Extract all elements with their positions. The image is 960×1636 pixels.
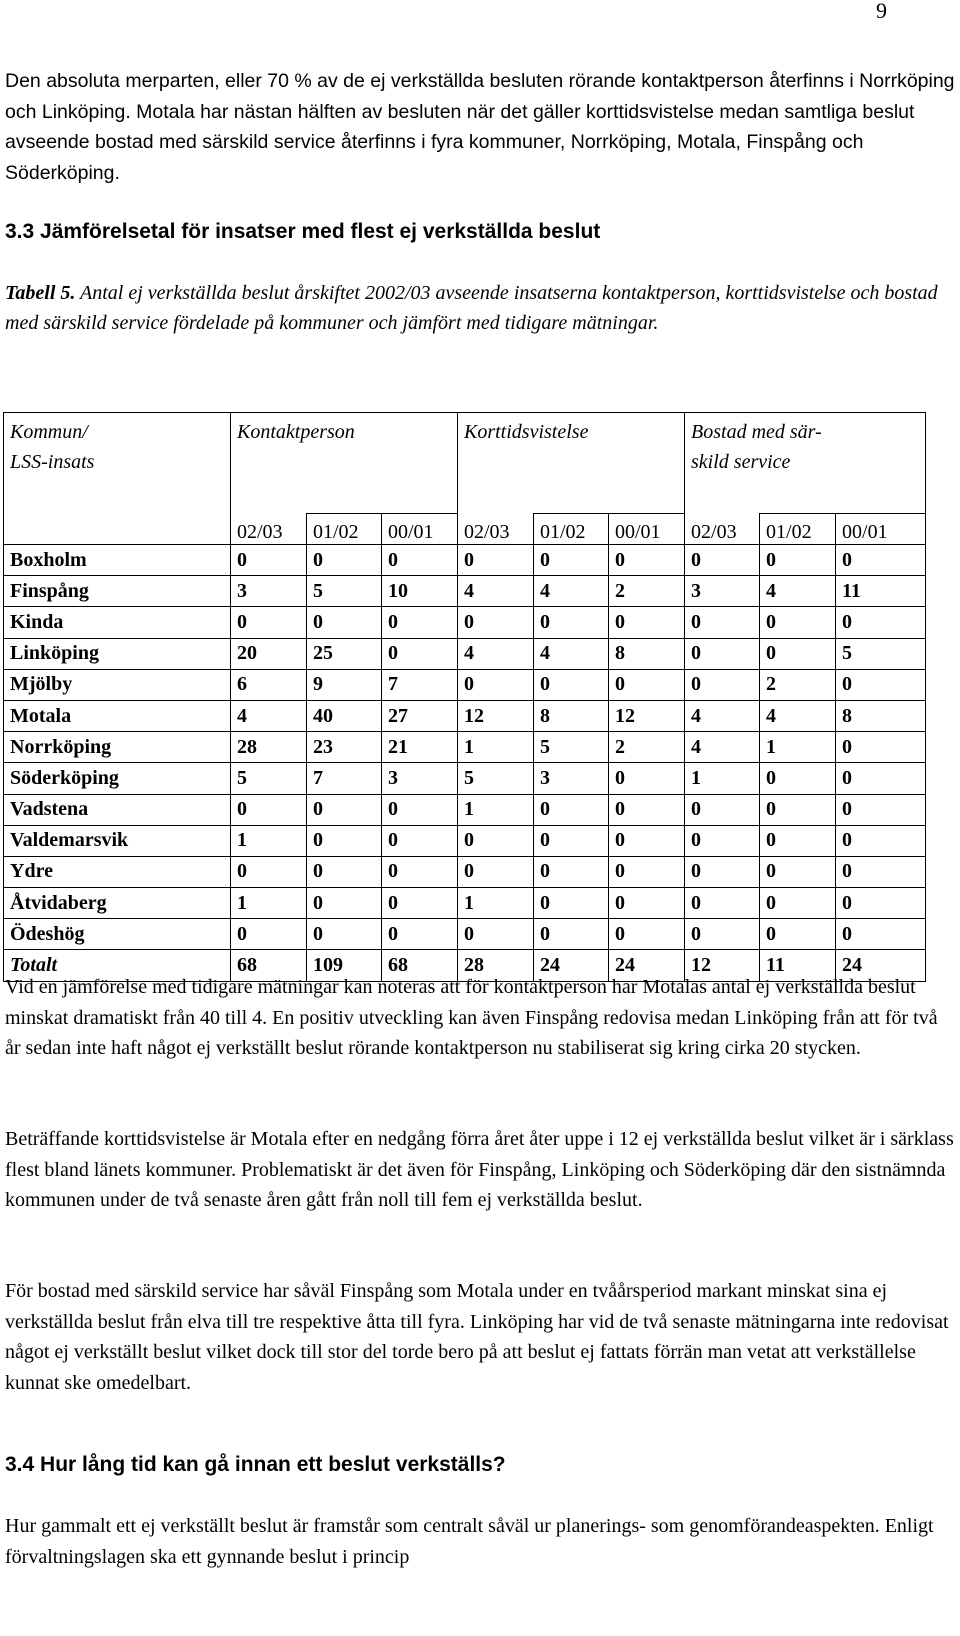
value-cell: 28 [458, 950, 534, 981]
section-heading-3-4: 3.4 Hur lång tid kan gå innan ett beslut verkställs? [5, 1453, 506, 1476]
value-cell: 10 [382, 576, 458, 607]
value-cell: 0 [307, 545, 382, 576]
value-cell: 0 [836, 794, 926, 825]
value-cell: 5 [458, 763, 534, 794]
kommun-name-cell: Boxholm [4, 545, 231, 576]
value-cell: 0 [609, 856, 685, 887]
kommun-name-cell: Motala [4, 700, 231, 731]
value-cell: 0 [685, 919, 760, 950]
group-header-kontaktperson: Kontaktperson [231, 413, 458, 514]
value-cell: 1 [685, 763, 760, 794]
value-cell: 1 [458, 794, 534, 825]
value-cell: 0 [458, 856, 534, 887]
value-cell: 8 [836, 700, 926, 731]
corner-header-line1: Kommun/ [10, 421, 88, 443]
table-row [4, 763, 926, 794]
value-cell: 0 [609, 888, 685, 919]
year-header-cell: 00/01 [382, 514, 458, 545]
value-cell: 27 [382, 700, 458, 731]
value-cell: 0 [685, 794, 760, 825]
value-cell: 8 [609, 638, 685, 669]
value-cell: 0 [458, 825, 534, 856]
value-cell: 0 [760, 825, 836, 856]
value-cell: 0 [231, 794, 307, 825]
value-cell: 25 [307, 638, 382, 669]
value-cell: 0 [760, 763, 836, 794]
value-cell: 0 [836, 919, 926, 950]
table-row [4, 856, 926, 887]
table-row [4, 794, 926, 825]
value-cell: 0 [609, 919, 685, 950]
value-cell: 0 [760, 607, 836, 638]
value-cell: 0 [760, 919, 836, 950]
table-row [4, 638, 926, 669]
value-cell: 4 [458, 576, 534, 607]
value-cell: 0 [382, 825, 458, 856]
value-cell: 0 [382, 888, 458, 919]
value-cell: 0 [534, 607, 609, 638]
value-cell: 1 [458, 732, 534, 763]
value-cell: 12 [609, 700, 685, 731]
value-cell: 0 [685, 669, 760, 700]
kommun-name-cell: Kinda [4, 607, 231, 638]
table-caption-label: Tabell 5. [5, 282, 76, 304]
value-cell: 11 [836, 576, 926, 607]
value-cell: 68 [231, 950, 307, 981]
year-header-cell: 01/02 [307, 514, 382, 545]
value-cell: 0 [685, 638, 760, 669]
value-cell: 28 [231, 732, 307, 763]
value-cell: 20 [231, 638, 307, 669]
table-row [4, 576, 926, 607]
value-cell: 0 [534, 669, 609, 700]
kommun-name-cell: Ödeshög [4, 919, 231, 950]
value-cell: 2 [609, 576, 685, 607]
kommun-name-cell: Linköping [4, 638, 231, 669]
value-cell: 3 [382, 763, 458, 794]
value-cell: 0 [307, 794, 382, 825]
paragraph-korttidsvistelse: Beträffande korttidsvistelse är Motala efter en nedgång förra året åter uppe i 12 ej verkställda beslut vilket är i särklass flest bland länets kommuner. Problematiskt är det även för Finspång, Linköping och Söderköping där den sistnämnda kommunen under de två senaste åren gått från noll till fem ej verkställda beslut. [5, 1128, 954, 1211]
value-cell: 5 [534, 732, 609, 763]
year-header-cell: 01/02 [760, 514, 836, 545]
corner-header-line2: LSS-insats [10, 451, 95, 473]
kommun-name-cell: Norrköping [4, 732, 231, 763]
value-cell: 4 [534, 576, 609, 607]
value-cell: 0 [685, 888, 760, 919]
kommun-name-cell: Finspång [4, 576, 231, 607]
value-cell: 0 [609, 825, 685, 856]
value-cell: 0 [760, 638, 836, 669]
value-cell: 0 [231, 607, 307, 638]
value-cell: 0 [307, 607, 382, 638]
year-header-cell: 02/03 [231, 514, 307, 545]
value-cell: 0 [231, 856, 307, 887]
table-row [4, 919, 926, 950]
value-cell: 3 [231, 576, 307, 607]
value-cell: 0 [458, 545, 534, 576]
value-cell: 4 [685, 732, 760, 763]
table-row [4, 888, 926, 919]
value-cell: 0 [836, 607, 926, 638]
value-cell: 5 [307, 576, 382, 607]
value-cell: 0 [534, 888, 609, 919]
value-cell: 0 [836, 763, 926, 794]
value-cell: 0 [534, 919, 609, 950]
paragraph-bostad: För bostad med särskild service har såväl Finspång som Motala under en tvåårsperiod markant minskat sina ej verkställda beslut från elva till tre respektive åtta till fyra. Linköping har vid de två senaste mätningarna inte redovisat något ej verkställt beslut vilket dock till stor del torde bero på att beslut ej fattats förrän man vetat att verkställelse kunnat ske omedelbart. [5, 1280, 949, 1394]
kommun-name-cell: Ydre [4, 856, 231, 887]
table-row [4, 700, 926, 731]
value-cell: 23 [307, 732, 382, 763]
value-cell: 8 [534, 700, 609, 731]
kommun-name-cell: Vadstena [4, 794, 231, 825]
year-header-cell: 02/03 [458, 514, 534, 545]
group-header-bostad-line1: Bostad med sär- [691, 421, 822, 443]
value-cell: 1 [458, 888, 534, 919]
value-cell: 0 [382, 794, 458, 825]
table-group-header-row [4, 413, 926, 514]
value-cell: 0 [382, 545, 458, 576]
value-cell: 11 [760, 950, 836, 981]
table-caption [5, 279, 955, 338]
value-cell: 5 [231, 763, 307, 794]
value-cell: 0 [836, 732, 926, 763]
value-cell: 0 [836, 856, 926, 887]
value-cell: 5 [836, 638, 926, 669]
value-cell: 0 [685, 545, 760, 576]
paragraph-final: Hur gammalt ett ej verkställt beslut är framstår som centralt såväl ur planerings- som genomförandeaspekten. Enligt förvaltningslagen ska ett gynnande beslut i princip [5, 1515, 934, 1568]
value-cell: 21 [382, 732, 458, 763]
value-cell: 0 [685, 856, 760, 887]
stats-table [3, 412, 926, 982]
value-cell: 0 [458, 607, 534, 638]
value-cell: 0 [534, 825, 609, 856]
section-heading-3-3: 3.3 Jämförelsetal för insatser med flest ej verkställda beslut [5, 220, 601, 243]
table-row [4, 545, 926, 576]
value-cell: 12 [685, 950, 760, 981]
value-cell: 0 [685, 825, 760, 856]
value-cell: 0 [307, 888, 382, 919]
value-cell: 24 [836, 950, 926, 981]
value-cell: 1 [231, 888, 307, 919]
corner-header [4, 413, 231, 545]
value-cell: 0 [307, 825, 382, 856]
value-cell: 0 [534, 545, 609, 576]
value-cell: 0 [760, 888, 836, 919]
value-cell: 4 [760, 700, 836, 731]
kommun-name-cell: Åtvidaberg [4, 888, 231, 919]
value-cell: 0 [609, 607, 685, 638]
value-cell: 0 [836, 888, 926, 919]
kommun-name-cell: Mjölby [4, 669, 231, 700]
value-cell: 0 [231, 545, 307, 576]
kommun-name-cell: Söderköping [4, 763, 231, 794]
value-cell: 0 [382, 607, 458, 638]
value-cell: 4 [685, 700, 760, 731]
kommun-name-cell: Totalt [4, 950, 231, 981]
value-cell: 0 [760, 856, 836, 887]
group-header-bostad [685, 413, 926, 514]
value-cell: 2 [760, 669, 836, 700]
value-cell: 6 [231, 669, 307, 700]
value-cell: 0 [760, 545, 836, 576]
value-cell: 0 [231, 919, 307, 950]
group-header-bostad-line2: skild service [691, 451, 791, 473]
year-header-cell: 02/03 [685, 514, 760, 545]
value-cell: 2 [609, 732, 685, 763]
intro-paragraph: Den absoluta merparten, eller 70 % av de ej verkställda besluten rörande kontaktperson återfinns i Norrköping och Linköping. Motala har nästan hälften av besluten när det gäller korttidsvistelse medan samtliga beslut avseende bostad med särskild service återfinns i fyra kommuner, Norrköping, Motala, Finspång och Söderköping. [5, 70, 955, 184]
year-header-cell: 00/01 [836, 514, 926, 545]
kommun-name-cell: Valdemarsvik [4, 825, 231, 856]
value-cell: 0 [609, 794, 685, 825]
value-cell: 7 [307, 763, 382, 794]
value-cell: 0 [382, 856, 458, 887]
value-cell: 4 [458, 638, 534, 669]
year-header-cell: 00/01 [609, 514, 685, 545]
value-cell: 0 [609, 669, 685, 700]
value-cell: 0 [836, 825, 926, 856]
table-row [4, 669, 926, 700]
value-cell: 0 [458, 919, 534, 950]
value-cell: 0 [382, 919, 458, 950]
value-cell: 3 [685, 576, 760, 607]
value-cell: 0 [382, 638, 458, 669]
value-cell: 7 [382, 669, 458, 700]
table-row [4, 732, 926, 763]
value-cell: 0 [760, 794, 836, 825]
value-cell: 109 [307, 950, 382, 981]
value-cell: 0 [534, 856, 609, 887]
value-cell: 0 [534, 794, 609, 825]
value-cell: 1 [231, 825, 307, 856]
value-cell: 0 [836, 669, 926, 700]
group-header-korttidsvistelse: Korttidsvistelse [458, 413, 685, 514]
year-header-cell: 01/02 [534, 514, 609, 545]
value-cell: 1 [760, 732, 836, 763]
paragraph-kontaktperson: Vid en jämförelse med tidigare mätningar kan noteras att för kontaktperson har Motalas antal ej verkställda beslut minskat dramatiskt från 40 till 4. En positiv utveckling kan även Finspång redovisa medan Linköping från att för två år sedan inte haft något ej verkställt beslut rörande kontaktperson nu stabiliserat sig kring cirka 20 stycken. [5, 976, 938, 1059]
value-cell: 4 [534, 638, 609, 669]
value-cell: 0 [458, 669, 534, 700]
value-cell: 4 [760, 576, 836, 607]
value-cell: 68 [382, 950, 458, 981]
value-cell: 12 [458, 700, 534, 731]
value-cell: 24 [609, 950, 685, 981]
value-cell: 0 [685, 607, 760, 638]
table-row [4, 825, 926, 856]
value-cell: 0 [836, 545, 926, 576]
page-number: 9 [876, 0, 887, 23]
value-cell: 0 [609, 545, 685, 576]
value-cell: 9 [307, 669, 382, 700]
table-row [4, 607, 926, 638]
value-cell: 24 [534, 950, 609, 981]
value-cell: 0 [307, 919, 382, 950]
value-cell: 3 [534, 763, 609, 794]
value-cell: 0 [307, 856, 382, 887]
value-cell: 0 [609, 763, 685, 794]
value-cell: 40 [307, 700, 382, 731]
value-cell: 4 [231, 700, 307, 731]
table-caption-text: Antal ej verkställda beslut årskiftet 2002/03 avseende insatserna kontaktperson, korttidsvistelse och bostad med särskild service fördelade på kommuner och jämfört med tidigare mätningar. [5, 282, 938, 334]
